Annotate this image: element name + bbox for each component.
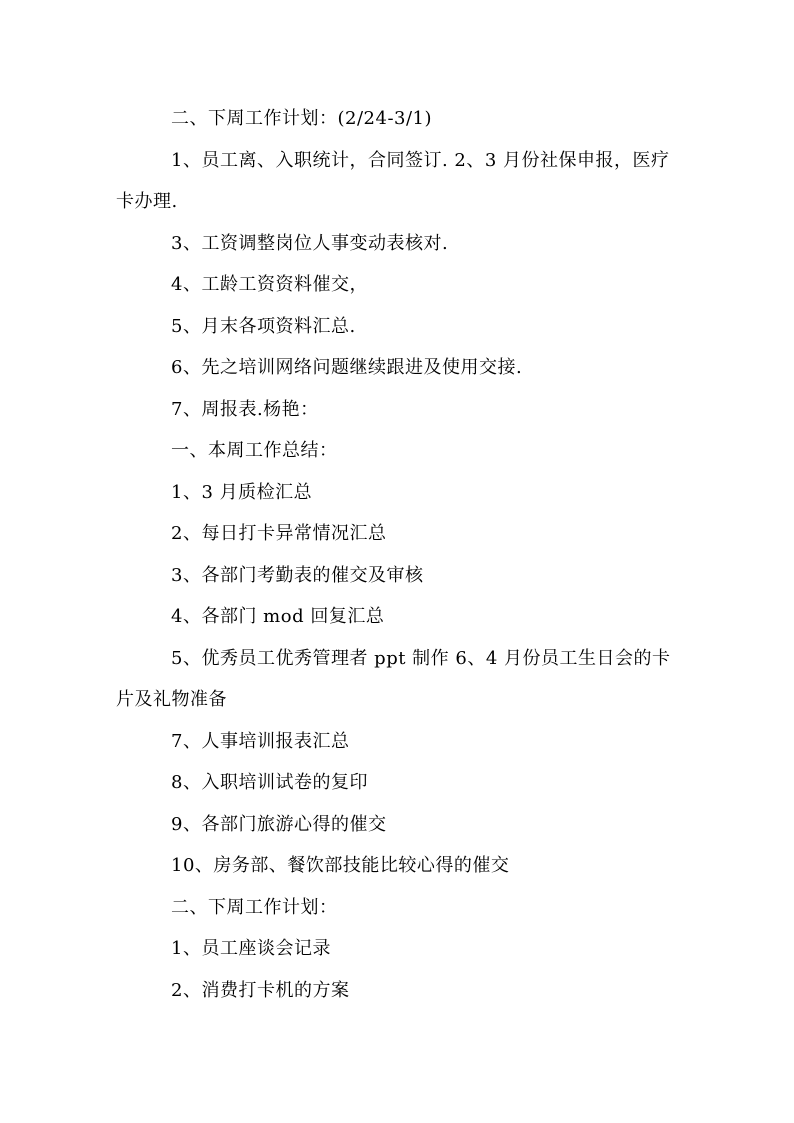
paragraph-item: 7、人事培训报表汇总 <box>171 730 350 752</box>
paragraph-item: 5、优秀员工优秀管理者 ppt 制作 6、4 月份员工生日会的卡片及礼物准备 <box>116 647 671 710</box>
paragraph-item: 1、员工离、入职统计，合同签订. 2、3 月份社保申报，医疗卡办理. <box>116 149 670 212</box>
paragraph-item: 1、员工座谈会记录 <box>171 938 331 959</box>
paragraph-item: 8、入职培训试卷的复印 <box>171 772 368 793</box>
paragraph-item: 4、各部门 mod 回复汇总 <box>171 606 385 627</box>
paragraph-next-week-plan-heading: 二、下周工作计划： <box>171 896 338 918</box>
paragraph-item: 2、消费打卡机的方案 <box>171 979 350 1001</box>
paragraph-item: 9、各部门旅游心得的催交 <box>171 813 387 835</box>
paragraph-item: 7、周报表.杨艳： <box>171 398 319 420</box>
paragraph-item: 3、工资调整岗位人事变动表核对. <box>171 232 449 254</box>
paragraph-item: 10、房务部、餐饮部技能比较心得的催交 <box>171 855 510 876</box>
paragraph-item: 3、各部门考勤表的催交及审核 <box>171 564 424 586</box>
paragraph-item: 2、每日打卡异常情况汇总 <box>171 523 387 544</box>
document-body <box>116 98 686 1011</box>
paragraph-next-week-plan-heading: 二、下周工作计划：(2/24-3/1) <box>171 108 433 129</box>
paragraph-item: 6、先之培训网络问题继续跟进及使用交接. <box>171 357 523 378</box>
paragraph-summary-heading: 一、本周工作总结： <box>171 440 338 461</box>
paragraph-item: 4、工龄工资资料催交， <box>171 274 368 295</box>
paragraph-item: 5、月末各项资料汇总. <box>171 315 356 337</box>
paragraph-item: 1、3 月质检汇总 <box>171 481 313 503</box>
